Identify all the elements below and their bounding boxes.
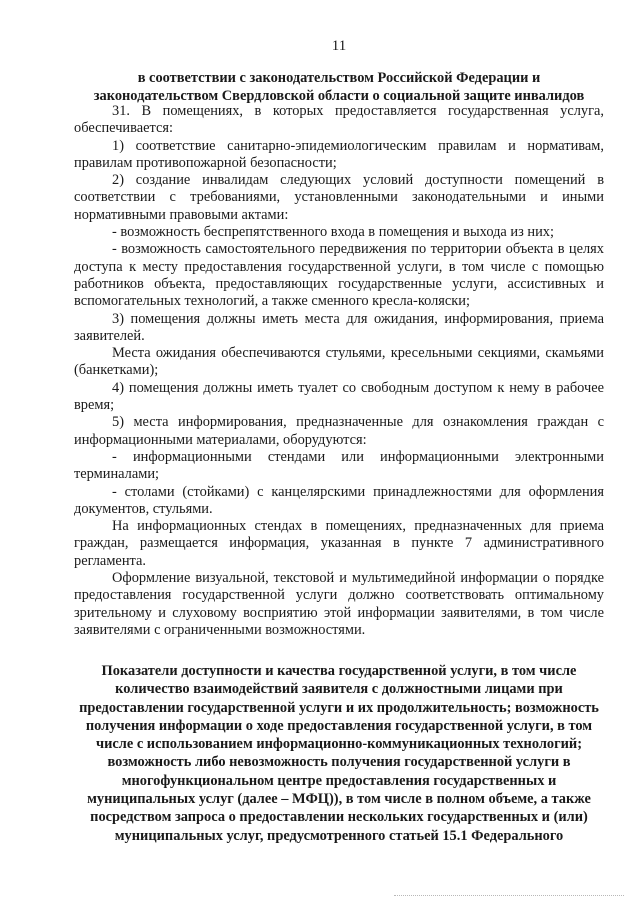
- body-text: [74, 103, 604, 639]
- paragraph-seating: Места ожидания обеспечиваются стульями, кресельными секциями, скамьями (банкетками);: [74, 345, 604, 379]
- paragraph-31: 31. В помещениях, в которых предоставляется государственная услуга, обеспечивается:: [74, 103, 604, 137]
- section-heading-quality-indicators: Показатели доступности и качества государственной услуги, в том числе количество взаимодействий заявителя с должностными лицами при предоставлении государственной услуги и их продолжительность; возможность получения информации о ходе предоставления государственной услуги, в том числе с использованием информационно-коммуникационных технологий; возможность либо невозможность получения государственной услуги в многофункциональном центре предоставления государственных и муниципальных услуг (далее – МФЦ)), в том числе в полном объеме, а также посредством запроса о предоставлении нескольких государственных и (или) муниципальных услуг, предусмотренного статьей 15.1 Федерального: [79, 663, 599, 844]
- paragraph-sanitary-norms: 1) соответствие санитарно-эпидемиологическим правилам и нормативам, правилам противопожарной безопасности;: [74, 137, 604, 171]
- section-heading-accessibility-law: в соответствии с законодательством Российской Федерации и законодательством Свердловской области о социальной защите инвалидов: [93, 70, 585, 104]
- paragraph-waiting-areas: 3) помещения должны иметь места для ожидания, информирования, приема заявителей.: [74, 310, 604, 344]
- paragraph-desks: - столами (стойками) с канцелярскими принадлежностями для оформления документов, стульями.: [74, 483, 604, 517]
- paragraph-stand-info: На информационных стендах в помещениях, предназначенных для приема граждан, размещается информация, указанная в пункте 7 административного регламента.: [74, 518, 604, 569]
- paragraph-independent-movement: - возможность самостоятельного передвижения по территории объекта в целях доступа к месту предоставления государственной услуги, в том числе с помощью работников объекта, предоставляющих государственные услуги, ассистивных и вспомогательных технологий, а также сменного кресла-коляски;: [74, 241, 604, 310]
- paragraph-accessibility-conditions: 2) создание инвалидам следующих условий доступности помещений в соответствии с требованиями, установленными законодательными и иными нормативными правовыми актами:: [74, 172, 604, 223]
- page-number: 11: [331, 38, 347, 54]
- paragraph-info-places: 5) места информирования, предназначенные для ознакомления граждан с информационными материалами, оборудуются:: [74, 414, 604, 448]
- paragraph-info-stands: - информационными стендами или информационными электронными терминалами;: [74, 448, 604, 483]
- footer-divider: [394, 895, 624, 896]
- paragraph-info-design: Оформление визуальной, текстовой и мультимедийной информации о порядке предоставления государственной услуги должно соответствовать оптимальному зрительному и слуховому восприятию этой информации заявителями, в том числе заявителями с ограниченными возможностями.: [74, 570, 604, 638]
- paragraph-free-entry: - возможность беспрепятственного входа в помещения и выхода из них;: [112, 224, 554, 241]
- paragraph-toilet: 4) помещения должны иметь туалет со свободным доступом к нему в рабочее время;: [74, 379, 604, 414]
